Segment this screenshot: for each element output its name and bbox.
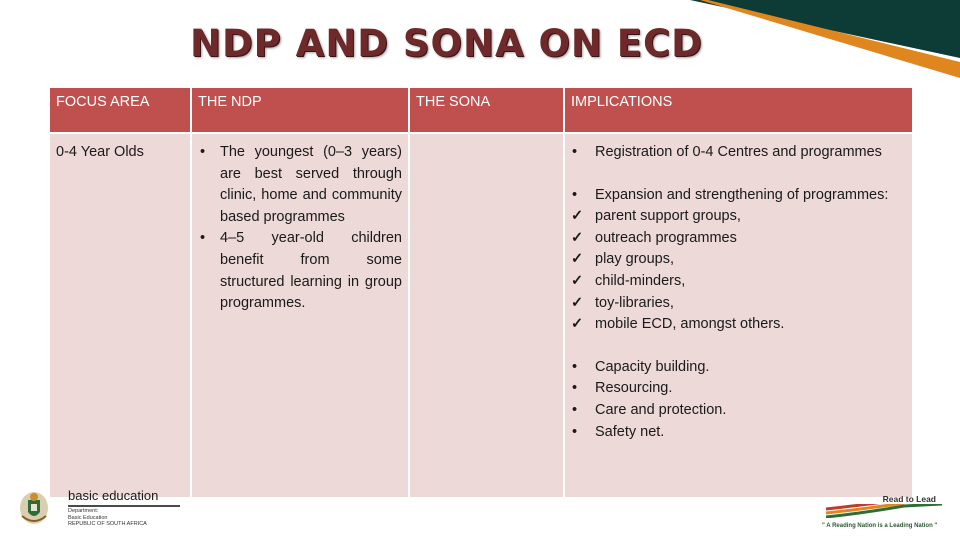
checklist-item: ✓ parent support groups, bbox=[571, 206, 906, 228]
cell-ndp bbox=[191, 133, 409, 498]
table-row bbox=[49, 133, 913, 498]
department-line: Department: bbox=[68, 508, 99, 514]
coat-of-arms-icon bbox=[18, 490, 50, 526]
implication-item: • Care and protection. bbox=[571, 400, 906, 422]
header-sona: THE SONA bbox=[409, 87, 564, 133]
ecd-table bbox=[48, 86, 914, 499]
department-line: REPUBLIC OF SOUTH AFRICA bbox=[68, 521, 147, 527]
read-to-lead-caption: " A Reading Nation is a Leading Nation " bbox=[822, 523, 938, 529]
checklist-item: ✓ play groups, bbox=[571, 249, 906, 271]
checklist-item: ✓ mobile ECD, amongst others. bbox=[571, 314, 906, 336]
basic-education-logo bbox=[18, 488, 178, 533]
read-to-lead-logo bbox=[820, 494, 950, 534]
checklist-item: ✓ child-minders, bbox=[571, 271, 906, 293]
page-title: NDP AND SONA ON ECD bbox=[190, 22, 703, 65]
implication-item: • Resourcing. bbox=[571, 378, 906, 400]
ndp-item: • The youngest (0–3 years) are best served through clinic, home and community based programmes bbox=[198, 142, 402, 228]
implication-item: • Safety net. bbox=[571, 422, 906, 444]
ndp-list bbox=[198, 142, 402, 315]
cell-sona bbox=[409, 133, 564, 498]
department-text bbox=[68, 508, 147, 528]
implication-item: • Capacity building. bbox=[571, 357, 906, 379]
table-header-row bbox=[49, 87, 913, 133]
checklist-item: ✓ toy-libraries, bbox=[571, 293, 906, 315]
implications-block-support bbox=[571, 357, 906, 443]
header-ndp: THE NDP bbox=[191, 87, 409, 133]
read-to-lead-text: Read to Lead bbox=[882, 494, 936, 504]
brand-text: basic education bbox=[68, 488, 159, 503]
implications-block-expansion bbox=[571, 185, 906, 336]
brand-divider bbox=[68, 505, 180, 507]
header-implications: IMPLICATIONS bbox=[564, 87, 913, 133]
implications-block-registration bbox=[571, 142, 906, 164]
ndp-item: • 4–5 year-old children benefit from some structured learning in group programmes. bbox=[198, 228, 402, 314]
cell-implications bbox=[564, 133, 913, 498]
implication-item: • Expansion and strengthening of programmes: bbox=[571, 185, 906, 207]
header-focus-area: FOCUS AREA bbox=[49, 87, 191, 133]
checklist-item: ✓ outreach programmes bbox=[571, 228, 906, 250]
cell-focus-area: 0-4 Year Olds bbox=[49, 133, 191, 498]
implication-item: • Registration of 0-4 Centres and programmes bbox=[571, 142, 906, 164]
department-line: Basic Education bbox=[68, 514, 108, 521]
read-to-lead-stripes-icon bbox=[824, 504, 944, 518]
